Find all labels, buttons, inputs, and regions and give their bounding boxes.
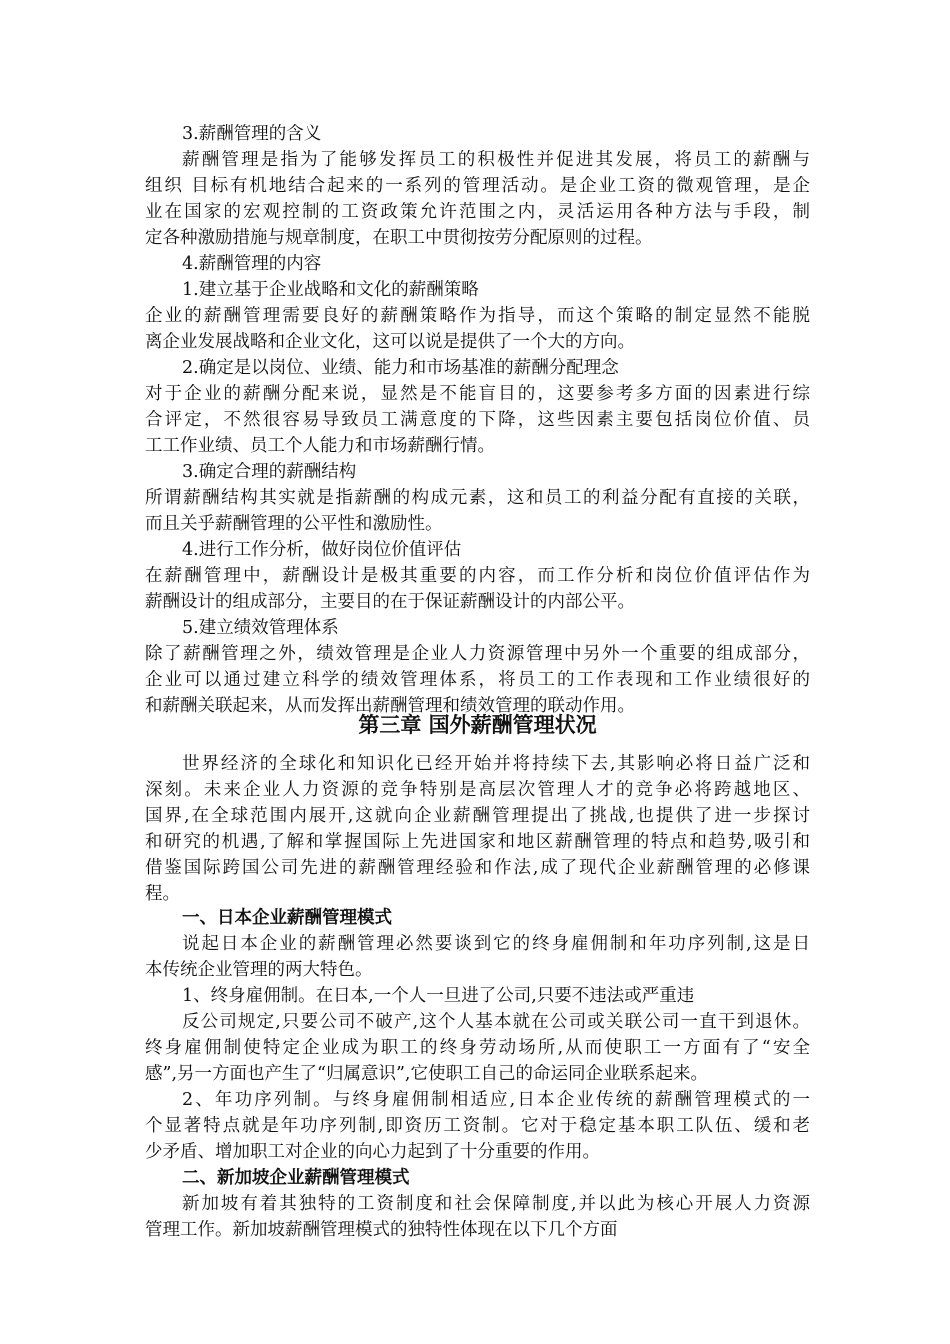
paragraph-line: 感”,另一方面也产生了“归属意识”,它使职工自己的命运同企业联系起来。 — [145, 1064, 708, 1084]
paragraph-line: 除了薪酬管理之外，绩效管理是企业人力资源管理中另外一个重要的组成部分， — [145, 644, 810, 664]
paragraph-line: 薪酬管理是指为了能够发挥员工的积极性并促进其发展，将员工的薪酬与 — [182, 150, 810, 170]
paragraph-line: 离企业发展战略和企业文化，这可以说是提供了一个大的方向。 — [145, 332, 635, 352]
paragraph-line: 终身雇佣制使特定企业成为职工的终身劳动场所,从而使职工一方面有了“安全 — [145, 1038, 810, 1058]
paragraph-line: 1、终身雇佣制。在日本,一个人一旦进了公司,只要不违法或严重违 — [182, 986, 695, 1006]
paragraph-line: 新加坡有着其独特的工资制度和社会保障制度,并以此为核心开展人力资源 — [182, 1194, 810, 1214]
paragraph-line: 业在国家的宏观控制的工资政策允许范围之内，灵活运用各种方法与手段，制 — [145, 202, 810, 222]
paragraph-line: 企业的薪酬管理需要良好的薪酬策略作为指导，而这个策略的制定显然不能脱 — [145, 306, 810, 326]
paragraph-line: 对于企业的薪酬分配来说，显然是不能盲目的，这要参考多方面的因素进行综 — [145, 384, 810, 404]
paragraph-line: 说起日本企业的薪酬管理必然要谈到它的终身雇佣制和年功序列制,这是日 — [182, 934, 810, 954]
paragraph-line: 反公司规定,只要公司不破产,这个人基本就在公司或关联公司一直干到退休。 — [182, 1012, 810, 1032]
paragraph-line: 所谓薪酬结构其实就是指薪酬的构成元素，这和员工的利益分配有直接的关联， — [145, 488, 810, 508]
paragraph-line: 合评定，不然很容易导致员工满意度的下降，这些因素主要包括岗位价值、员 — [145, 410, 810, 430]
paragraph-line: 定各种激励措施与规章制度，在职工中贯彻按劳分配原则的过程。 — [145, 228, 653, 248]
paragraph-line: 和薪酬关联起来，从而发挥出薪酬管理和绩效管理的联动作用。 — [145, 696, 635, 716]
item-heading: 1.建立基于企业战略和文化的薪酬策略 — [182, 280, 479, 300]
section-heading: 4.薪酬管理的内容 — [182, 254, 322, 274]
paragraph-line: 2、年功序列制。与终身雇佣制相适应,日本企业传统的薪酬管理模式的一 — [182, 1090, 810, 1110]
item-heading: 3.确定合理的薪酬结构 — [182, 462, 357, 482]
paragraph-line: 国界,在全球范围内展开,这就向企业薪酬管理提出了挑战,也提供了进一步探讨 — [145, 806, 810, 826]
paragraph-line: 组织 目标有机地结合起来的一系列的管理活动。是企业工资的微观管理，是企 — [145, 176, 810, 196]
paragraph-line: 薪酬设计的组成部分，主要目的在于保证薪酬设计的内部公平。 — [145, 592, 635, 612]
paragraph-line: 本传统企业管理的两大特色。 — [145, 960, 373, 980]
item-heading: 2.确定是以岗位、业绩、能力和市场基准的薪酬分配理念 — [182, 358, 619, 378]
section-heading: 3.薪酬管理的含义 — [182, 124, 322, 144]
paragraph-line: 工工作业绩、员工个人能力和市场薪酬行情。 — [145, 436, 495, 456]
subsection-heading: 二、新加坡企业薪酬管理模式 — [182, 1168, 410, 1188]
paragraph-line: 个显著特点就是年功序列制,即资历工资制。它对于稳定基本职工队伍、缓和老 — [145, 1116, 810, 1136]
paragraph-line: 和研究的机遇,了解和掌握国际上先进国家和地区薪酬管理的特点和趋势,吸引和 — [145, 832, 810, 852]
paragraph-line: 在薪酬管理中，薪酬设计是极其重要的内容，而工作分析和岗位价值评估作为 — [145, 566, 810, 586]
item-heading: 4.进行工作分析，做好岗位价值评估 — [182, 540, 462, 560]
item-heading: 5.建立绩效管理体系 — [182, 618, 339, 638]
paragraph-line: 企业可以通过建立科学的绩效管理体系，将员工的工作表现和工作业绩很好的 — [145, 670, 810, 690]
subsection-heading: 一、日本企业薪酬管理模式 — [182, 908, 392, 928]
paragraph-line: 程。 — [145, 884, 180, 904]
paragraph-line: 借鉴国际跨国公司先进的薪酬管理经验和作法,成了现代企业薪酬管理的必修课 — [145, 858, 810, 878]
paragraph-line: 深刻。未来企业人力资源的竞争特别是高层次管理人才的竞争必将跨越地区、 — [145, 780, 810, 800]
paragraph-line: 世界经济的全球化和知识化已经开始并将持续下去,其影响必将日益广泛和 — [182, 754, 810, 774]
paragraph-line: 少矛盾、增加职工对企业的向心力起到了十分重要的作用。 — [145, 1142, 600, 1162]
paragraph-line: 管理工作。新加坡薪酬管理模式的独特性体现在以下几个方面 — [145, 1220, 618, 1240]
paragraph-line: 而且关乎薪酬管理的公平性和激励性。 — [145, 514, 443, 534]
chapter-title: 第三章 国外薪酬管理状况 — [358, 713, 597, 737]
